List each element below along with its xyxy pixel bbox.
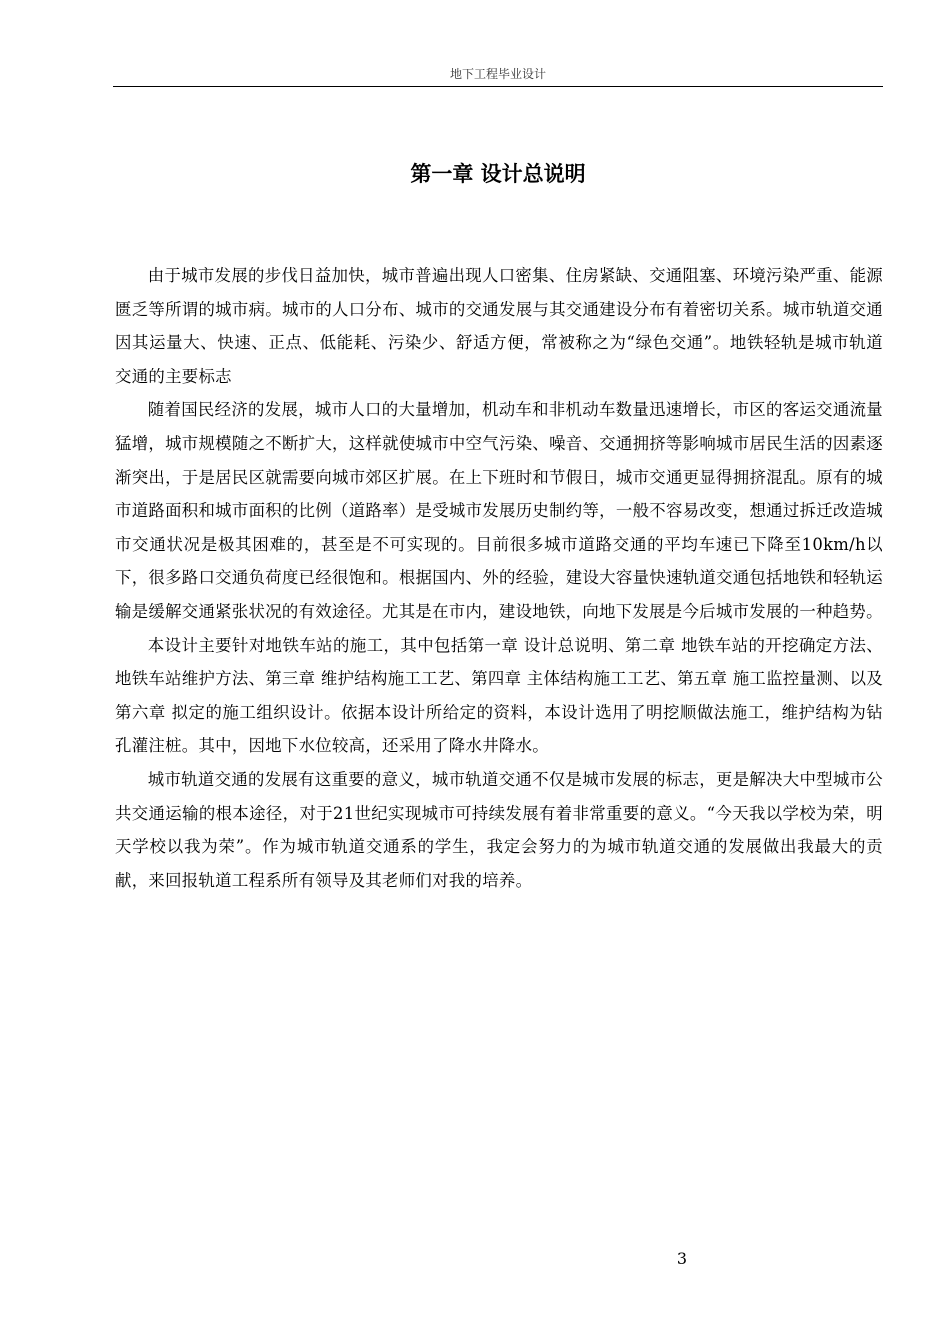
running-title: 地下工程毕业设计 [449,67,546,81]
page-header [113,66,883,87]
paragraph-2: 随着国民经济的发展，城市人口的大量增加，机动车和非机动车数量迅速增长，市区的客运交通流量猛增，城市规模随之不断扩大，这样就使城市中空气污染、噪音、交通拥挤等影响城市居民生活的因素逐渐突出，于是居民区就需要向城市郊区扩展。在上下班时和节假日，城市交通更显得拥挤混乱。原有的城市道路面积和城市面积的比例（道路率）是受城市发展历史制约等，一般不容易改变，想通过拆迁改造城市交通状况是极其困难的，甚至是不可实现的。目前很多城市道路交通的平均车速已下降至10km/h以下，很多路口交通负荷度已经很饱和。根据国内、外的经验，建设大容量快速轨道交通包括地铁和轻轨运输是缓解交通紧张状况的有效途径。尤其是在市内，建设地铁，向地下发展是今后城市发展的一种趋势。 [115,400,883,621]
body-text [115,259,883,897]
paragraph-1: 由于城市发展的步伐日益加快，城市普遍出现人口密集、住房紧缺、交通阻塞、环境污染严重、能源匮乏等所谓的城市病。城市的人口分布、城市的交通发展与其交通建设分布有着密切关系。城市轨道交通因其运量大、快速、正点、低能耗、污染少、舒适方便，常被称之为“绿色交通”。地铁轻轨是城市轨道交通的主要标志 [115,266,883,386]
chapter-title: 第一章 设计总说明 [410,162,586,186]
page-number: 3 [676,1249,688,1268]
paragraph-4: 城市轨道交通的发展有这重要的意义，城市轨道交通不仅是城市发展的标志，更是解决大中型城市公共交通运输的根本途径，对于21世纪实现城市可持续发展有着非常重要的意义。“今天我以学校为荣，明天学校以我为荣”。作为城市轨道交通系的学生，我定会努力的为城市轨道交通的发展做出我最大的贡献，来回报轨道工程系所有领导及其老师们对我的培养。 [115,769,883,890]
paragraph-3: 本设计主要针对地铁车站的施工，其中包括第一章 设计总说明、第二章 地铁车站的开挖确定方法、地铁车站维护方法、第三章 维护结构施工工艺、第四章 主体结构施工工艺、第五章 施工监控量测、以及第六章 拟定的施工组织设计。依据本设计所给定的资料，本设计选用了明挖顺做法施工，维护结构为钻孔灌注桩。其中，因地下水位较高，还采用了降水井降水。 [115,635,883,756]
